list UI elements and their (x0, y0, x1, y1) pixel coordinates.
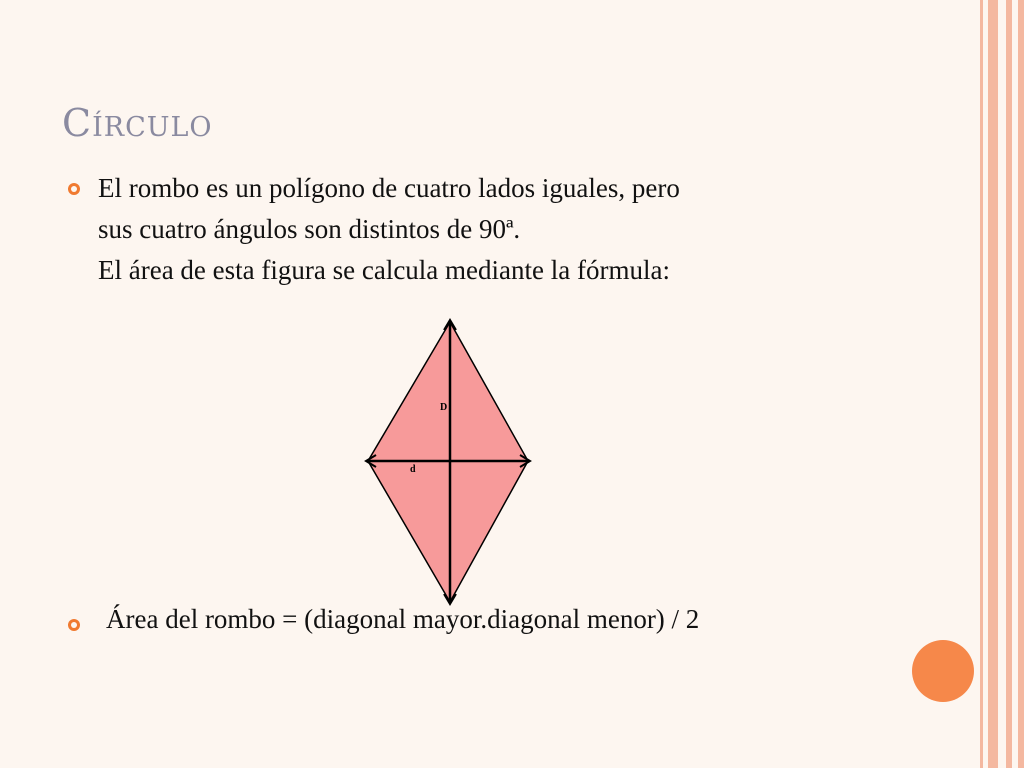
bullet-icon (68, 619, 80, 631)
label-major-diagonal: D (440, 402, 448, 413)
body-paragraph: El rombo es un polígono de cuatro lados iguales, pero sus cuatro ángulos son distintos de 90ª. El área de esta figura se calcula mediante la fórmula: (98, 173, 680, 285)
decorative-circle (912, 640, 974, 702)
stripe (980, 0, 983, 768)
rhombus-diagram (360, 314, 540, 614)
formula-paragraph: Área del rombo = (diagonal mayor.diagonal menor) / 2 (106, 604, 700, 634)
stripe (1006, 0, 1012, 768)
label-minor-diagonal: d (410, 464, 416, 475)
stripe (1018, 0, 1024, 768)
decorative-stripes (976, 0, 1024, 768)
bullet-icon (68, 183, 80, 195)
slide-title: Círculo (62, 101, 213, 145)
stripe (988, 0, 998, 768)
